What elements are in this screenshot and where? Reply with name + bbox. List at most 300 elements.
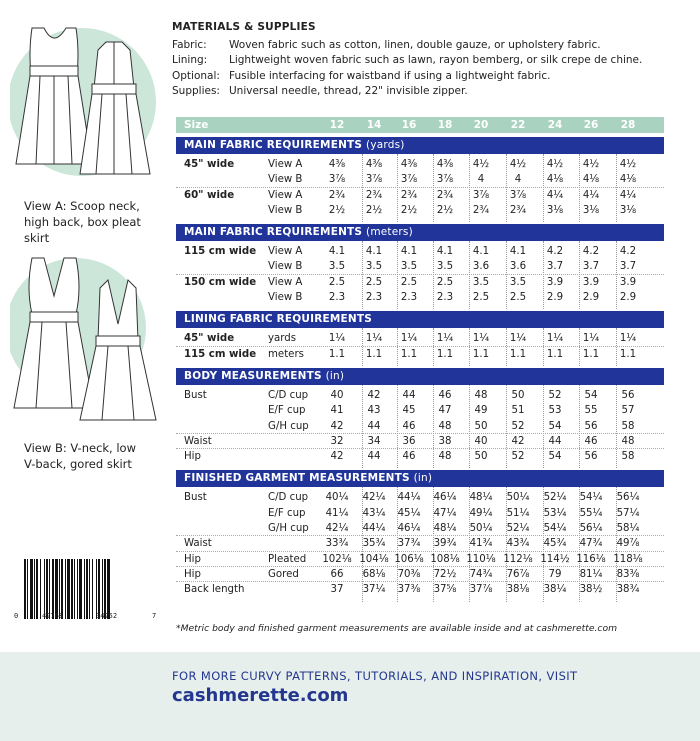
barcode-bar [40,559,41,619]
table-cell: 56¼ [616,492,640,504]
table-cell: 3.7 [546,261,564,273]
table-cell: 55¼ [579,507,603,519]
row-label: Hip [184,553,201,565]
table-cell: 58¼ [616,523,640,535]
table-row [176,244,664,259]
table-cell: 53 [548,405,562,417]
table-cell: 50¼ [469,523,493,535]
barcode-bar [46,559,48,619]
table-cell: 51 [511,405,525,417]
table-cell: 4¼ [582,189,600,201]
table-cell: 42 [330,420,344,432]
section-title [184,226,413,238]
row-sublabel: meters [268,348,304,360]
table-cell: 37⅞ [469,584,493,596]
table-cell: 3.5 [365,261,383,273]
table-cell: 3⅞ [365,174,383,186]
table-cell: 52¼ [506,523,530,535]
row-label: Waist [184,538,212,550]
view-b-sketch [10,248,170,433]
table-cell: 54 [548,420,562,432]
section-rows [176,241,664,309]
table-cell: 2.5 [365,276,383,288]
table-row [176,434,664,449]
materials-label: Optional: [172,69,220,82]
table-row [176,331,664,346]
table-cell: 3⅛ [582,204,600,216]
table-cell: 2.9 [582,292,600,304]
row-sublabel: View B [268,174,303,186]
table-cell: 54 [548,451,562,463]
table-cell: 46¼ [433,492,457,504]
row-sublabel: View B [268,261,303,273]
materials-text: Universal needle, thread, 22" invisible zipper. [229,85,468,97]
table-cell: 4.1 [509,246,527,258]
table-cell: 1¼ [546,333,564,345]
row-sublabel: View A [268,276,303,288]
table-cell: 56 [584,451,598,463]
table-cell: 56¼ [579,523,603,535]
table-cell: 40¼ [325,492,349,504]
table-cell: 38½ [579,584,603,596]
table-cell: 44 [548,435,562,447]
table-cell: 2¾ [328,189,346,201]
table-cell: 2.5 [472,292,490,304]
section-title-text: MAIN FABRIC REQUIREMENTS [184,139,363,151]
table-cell: 50 [511,389,525,401]
barcode-digit: 42768 [42,612,64,620]
table-cell: 2.9 [619,292,637,304]
materials-text: Woven fabric such as cotton, linen, double gauze, or upholstery fabric. [229,38,601,51]
table-cell: 47 [438,405,452,417]
barcode-bar [86,559,88,619]
table-cell: 4.1 [328,246,346,258]
materials-label: Supplies: [172,85,220,97]
table-cell: 2.5 [436,276,454,288]
table-cell: 2.3 [365,292,383,304]
table-cell: 1¼ [436,333,454,345]
materials-row [172,53,682,69]
table-cell: 2½ [436,204,454,216]
view-b-caption-line: View B: V-neck, low [24,441,137,455]
table-cell: 4.2 [582,246,600,258]
table-cell: 118⅛ [613,553,643,565]
barcode-bar [98,559,100,619]
table-cell: 55 [584,405,598,417]
table-cell: 4.2 [546,246,564,258]
barcode-bar [104,559,106,619]
view-b-caption-line: V-back, gored skirt [24,457,132,471]
table-cell: 39¾ [433,538,457,550]
table-row [176,536,664,551]
section-title-bar [176,224,664,241]
table-cell: 4.1 [400,246,418,258]
barcode-digit: 0 [14,612,19,620]
section-title-text: FINISHED GARMENT MEASUREMENTS [184,472,410,485]
table-cell: 4⅜ [328,159,346,170]
table-cell: 2.3 [436,292,454,304]
table-cell: 57 [621,405,635,417]
section-title [184,370,344,382]
row-sublabel: C/D cup [268,492,309,504]
table-cell: 3⅛ [619,204,637,216]
table-cell: 1.1 [400,348,418,360]
table-cell: 76⅞ [506,568,530,580]
table-cell: 49 [474,405,488,417]
table-row [176,290,664,305]
table-row [176,347,664,362]
row-label: 115 cm wide [184,246,257,258]
materials-row [172,38,682,54]
row-label: Bust [184,492,207,504]
materials-row [172,84,682,100]
barcode-bar [59,559,60,619]
table-cell: 1.1 [365,348,383,360]
materials-label: Fabric: [172,38,207,51]
section-title [184,139,405,151]
table-cell: 49⅞ [616,538,640,550]
table-row [176,419,664,434]
table-row [176,490,664,505]
table-cell: 42 [511,435,525,447]
table-cell: 1.1 [619,348,637,360]
barcode-bar [49,559,50,619]
table-row [176,567,664,582]
size-header-cell: 14 [366,119,382,131]
table-cell: 4½ [509,159,527,170]
table-cell: 43¼ [362,507,386,519]
table-cell: 108⅛ [430,553,460,565]
table-cell: 1¼ [328,333,346,345]
row-sublabel: View B [268,204,303,216]
table-cell: 40 [474,435,488,447]
table-row [176,388,664,403]
barcode-bar [30,559,33,619]
section-title-unit: (meters) [366,226,413,239]
table-row [176,203,664,218]
table-cell: 44¼ [397,492,421,504]
table-cell: 66 [330,568,344,580]
table-cell: 38¾ [616,584,640,596]
table-cell: 2½ [400,204,418,216]
table-row [176,259,664,274]
section-rows [176,385,664,468]
row-label: 45" wide [184,333,235,345]
barcode-bar [44,559,45,619]
table-cell: 41 [330,405,344,417]
table-cell: 1.1 [509,348,527,360]
table-cell: 2.5 [509,292,527,304]
table-cell: 51¼ [506,507,530,519]
footnote: *Metric body and finished garment measurements are available inside and at cashmerette.com [176,623,618,634]
table-cell: 2½ [365,204,383,216]
table-cell: 3.9 [546,276,564,288]
section-title-bar [176,137,664,154]
table-cell: 110⅛ [466,553,496,565]
table-cell: 3.5 [472,276,490,288]
table-row [176,521,664,536]
table-cell: 1¼ [509,333,527,345]
table-row [176,552,664,567]
row-sublabel: G/H cup [268,523,309,535]
table-cell: 48 [438,451,452,463]
table-cell: 37 [330,584,344,596]
table-cell: 58 [621,420,635,432]
barcode-bar [77,559,78,619]
table-cell: 42 [367,389,381,401]
footer-tagline: FOR MORE CURVY PATTERNS, TUTORIALS, AND INSPIRATION, VISIT [172,669,578,683]
table-cell: 33¾ [325,538,349,550]
barcode-bar [36,559,38,619]
table-row [176,506,664,521]
table-cell: 42¼ [325,523,349,535]
table-cell: 4.1 [472,246,490,258]
size-header-cell: 20 [473,119,489,131]
materials-heading: MATERIALS & SUPPLIES [172,21,316,33]
table-cell: 2.5 [328,276,346,288]
table-cell: 4⅛ [619,174,637,186]
barcode-bar [71,559,73,619]
row-sublabel: Pleated [268,553,307,565]
row-label: Bust [184,389,207,401]
barcode-bar [74,559,75,619]
barcode-bar [34,559,35,619]
row-sublabel: yards [268,333,297,345]
materials-section [172,20,682,100]
table-cell: 54¼ [579,492,603,504]
table-cell: 83⅜ [616,568,640,580]
section-rows [176,487,664,601]
row-sublabel: Gored [268,568,299,580]
view-a-sketch [10,14,170,189]
table-cell: 52¼ [543,492,567,504]
table-cell: 2.5 [400,276,418,288]
table-cell: 54 [584,389,598,401]
barcode-bar [55,559,58,619]
row-label: 150 cm wide [184,276,257,288]
barcode-bar [79,559,82,619]
view-a-caption-line: high back, box pleat [24,215,141,229]
table-cell: 38¼ [543,584,567,596]
table-cell: 46 [402,451,416,463]
table-cell: 37⅝ [433,584,457,596]
table-cell: 42 [330,451,344,463]
row-label: Waist [184,435,212,447]
table-cell: 1.1 [436,348,454,360]
barcode-bar [92,559,93,619]
view-a-caption-line: View A: Scoop neck, [24,199,140,213]
barcode-bar [96,559,97,619]
table-cell: 4 [477,174,485,186]
barcode-bar [84,559,85,619]
table-cell: 81¼ [579,568,603,580]
row-sublabel: E/F cup [268,507,306,519]
barcode-bar [61,559,63,619]
table-cell: 56 [584,420,598,432]
row-label: 115 cm wide [184,348,257,360]
table-cell: 3.5 [436,261,454,273]
table-row [176,172,664,187]
row-label: 60" wide [184,189,235,201]
table-cell: 2¾ [365,189,383,201]
row-sublabel: G/H cup [268,420,309,432]
table-cell: 1.1 [328,348,346,360]
section-title [184,313,372,325]
table-cell: 3.5 [509,276,527,288]
table-cell: 74¾ [469,568,493,580]
table-cell: 4.1 [436,246,454,258]
table-cell: 37¼ [362,584,386,596]
table-cell: 36 [402,435,416,447]
row-label: Back length [184,584,245,596]
materials-text: Lightweight woven fabric such as lawn, rayon bemberg, or silk crepe de chine. [229,54,643,66]
materials-label: Lining: [172,54,208,66]
row-sublabel: C/D cup [268,389,309,401]
table-cell: 3.7 [619,261,637,273]
table-cell: 44 [367,451,381,463]
table-cell: 2.3 [328,292,346,304]
row-label: Hip [184,568,201,580]
table-cell: 2.9 [546,292,564,304]
section-title-unit: (in) [413,472,433,485]
table-cell: 37⅜ [397,584,421,596]
views-column [0,0,170,650]
table-cell: 52 [548,389,562,401]
size-header-cell: 18 [437,119,453,131]
table-cell: 35¾ [362,538,386,550]
size-header-cell: 26 [583,119,599,131]
table-cell: 34 [367,435,381,447]
table-cell: 4⅛ [546,174,564,186]
view-a-caption-line: skirt [24,231,50,245]
table-cell: 45¾ [543,538,567,550]
table-cell: 4.1 [365,246,383,258]
table-cell: 3.7 [582,261,600,273]
table-cell: 1¼ [472,333,490,345]
table-cell: 72½ [433,568,457,580]
table-cell: 3⅞ [436,174,454,186]
table-cell: 48¼ [469,492,493,504]
barcode-bar [107,559,110,619]
table-cell: 48 [474,389,488,401]
table-cell: 3⅞ [472,189,490,201]
section-title [184,472,432,484]
table-cell: 3.5 [328,261,346,273]
table-cell: 45 [402,405,416,417]
table-cell: 54¼ [543,523,567,535]
size-header-cell: 22 [510,119,526,131]
row-sublabel: View A [268,189,303,201]
view-b-caption [24,440,136,472]
table-cell: 58 [621,451,635,463]
table-cell: 4½ [582,159,600,170]
table-cell: 79 [548,568,562,580]
section-title-text: BODY MEASUREMENTS [184,369,322,382]
table-cell: 4½ [619,159,637,170]
row-sublabel: View A [268,246,303,258]
materials-row [172,69,682,85]
table-cell: 1.1 [582,348,600,360]
barcode-digit: 34252 [96,612,118,620]
table-cell: 4 [514,174,522,186]
table-cell: 1¼ [619,333,637,345]
row-sublabel: View B [268,292,303,304]
table-cell: 2½ [328,204,346,216]
table-cell: 44 [367,420,381,432]
table-cell: 1¼ [365,333,383,345]
table-cell: 44¼ [362,523,386,535]
row-label: 45" wide [184,159,235,170]
materials-text: Fusible interfacing for waistband if using a lightweight fabric. [229,69,551,82]
table-row [176,275,664,290]
section-rows [176,328,664,366]
size-header-row [176,117,664,133]
table-cell: 2.3 [400,292,418,304]
table-cell: 102⅛ [322,553,352,565]
barcode-bar [65,559,66,619]
table-cell: 41¾ [469,538,493,550]
table-cell: 49¼ [469,507,493,519]
table-cell: 3⅞ [400,174,418,186]
table-cell: 1¼ [582,333,600,345]
table-cell: 43¾ [506,538,530,550]
table-cell: 4½ [472,159,490,170]
table-cell: 1.1 [472,348,490,360]
size-header-cell: 16 [401,119,417,131]
table-cell: 1¼ [400,333,418,345]
table-row [176,449,664,464]
size-chart [176,117,664,602]
table-cell: 52 [511,420,525,432]
table-cell: 48¼ [433,523,457,535]
table-cell: 4⅜ [436,159,454,170]
table-row [176,403,664,418]
table-cell: 2¾ [436,189,454,201]
table-cell: 3⅛ [546,204,564,216]
table-cell: 3.9 [619,276,637,288]
table-cell: 43 [367,405,381,417]
barcode [22,552,147,626]
section-title-bar [176,311,664,328]
table-cell: 2¾ [472,204,490,216]
table-cell: 70⅜ [397,568,421,580]
footer-url-link[interactable]: cashmerette.com [172,685,349,706]
table-cell: 41¼ [325,507,349,519]
table-cell: 4.2 [619,246,637,258]
table-cell: 46¼ [397,523,421,535]
section-title-unit: (yards) [366,139,405,151]
table-cell: 56 [621,389,635,401]
view-a-caption [24,198,141,246]
size-header-cell: 12 [329,119,345,131]
barcode-bar [24,559,26,619]
size-header-cell: 24 [547,119,563,131]
table-cell: 45¼ [397,507,421,519]
table-cell: 114½ [540,553,570,565]
table-cell: 38 [438,435,452,447]
table-cell: 47¼ [433,507,457,519]
table-cell: 4¼ [619,189,637,201]
table-cell: 40 [330,389,344,401]
table-cell: 50 [474,420,488,432]
table-cell: 3⅞ [509,189,527,201]
table-cell: 2¾ [509,204,527,216]
barcode-digit: 7 [152,612,157,620]
table-cell: 50¼ [506,492,530,504]
table-cell: 3⅞ [328,174,346,186]
barcode-bar [52,559,54,619]
table-cell: 47¾ [579,538,603,550]
